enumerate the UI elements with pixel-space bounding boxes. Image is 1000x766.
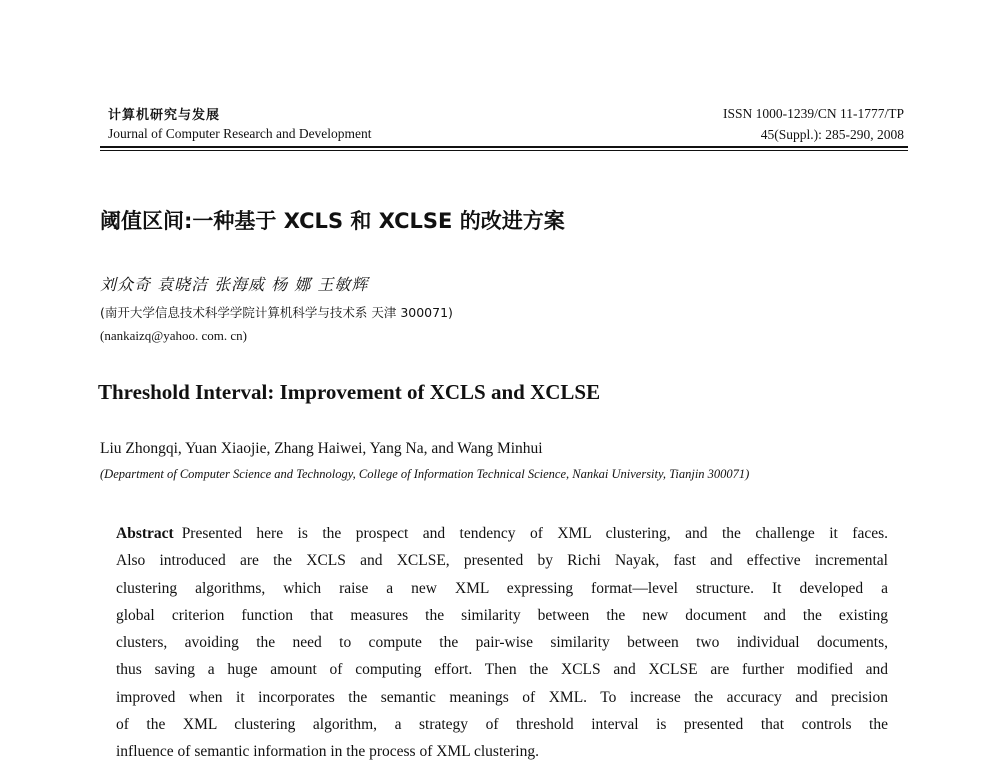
abstract-block <box>116 520 888 766</box>
affiliation-en: (Department of Computer Science and Technology, College of Information Technical Science, Nankai University, Tianjin 300071) <box>100 467 750 481</box>
header-rule-thick <box>100 146 908 148</box>
abstract-line: Also introduced are the XCLS and XCLSE, presented by Richi Nayak, fast and effective incremental <box>116 552 888 570</box>
abstract-line-text: Presented here is the prospect and tendency of XML clustering, and the challenge it faces. <box>181 525 888 542</box>
abstract-line: clusters, avoiding the need to compute the pair-wise similarity between two individual documents, <box>116 634 888 652</box>
authors-cn: 刘众奇 袁晓洁 张海威 杨 娜 王敏辉 <box>100 275 369 294</box>
abstract-line: influence of semantic information in the process of XML clustering. <box>116 743 539 761</box>
header-rule-thin <box>100 150 908 151</box>
abstract-line: of the XML clustering algorithm, a strategy of threshold interval is presented that controls the <box>116 716 888 734</box>
paper-title-en: Threshold Interval: Improvement of XCLS and XCLSE <box>98 380 601 404</box>
journal-name-en: Journal of Computer Research and Development <box>108 126 372 141</box>
abstract-line: clustering algorithms, which raise a new XML expressing format—level structure. It developed a <box>116 579 888 597</box>
abstract-label: Abstract <box>116 525 174 542</box>
volume-pages-line: 45(Suppl.): 285-290, 2008 <box>760 127 904 142</box>
affiliation-cn: (南开大学信息技术科学学院计算机科学与技术系 天津 300071) <box>100 305 453 320</box>
abstract-line <box>116 520 888 547</box>
contact-email: (nankaizq@yahoo. com. cn) <box>100 328 247 343</box>
abstract-line: thus saving a huge amount of computing effort. Then the XCLS and XCLSE are further modified and <box>116 661 888 679</box>
paper-title-cn: 阈值区间:一种基于 XCLS 和 XCLSE 的改进方案 <box>100 209 565 233</box>
issn-line: ISSN 1000-1239/CN 11-1777/TP <box>722 106 904 121</box>
abstract-line: improved when it incorporates the semantic meanings of XML. To increase the accuracy and precision <box>116 688 888 706</box>
journal-name-cn: 计算机研究与发展 <box>108 108 221 123</box>
abstract-line: global criterion function that measures the similarity between the new document and the existing <box>116 606 888 624</box>
authors-en: Liu Zhongqi, Yuan Xiaojie, Zhang Haiwei, Yang Na, and Wang Minhui <box>100 440 543 457</box>
